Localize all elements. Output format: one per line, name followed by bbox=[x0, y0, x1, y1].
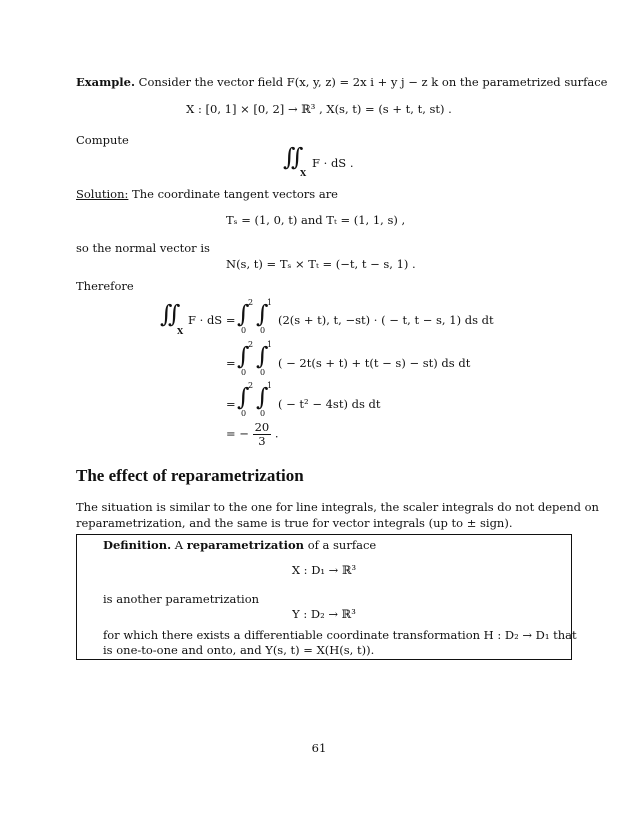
normal-intro: so the normal vector is bbox=[76, 241, 210, 255]
page-number: 61 bbox=[311, 741, 327, 755]
outer-lower-limit-3: 0 bbox=[241, 409, 247, 418]
example-text: Consider the vector field F(x, y, z) = 2x i + y j − z k on the parametrized surface bbox=[138, 75, 608, 89]
solution-label: Solution: bbox=[76, 187, 129, 201]
definition-label: Definition. bbox=[103, 538, 172, 552]
inner-integral-sign-1: ∫ bbox=[256, 300, 269, 328]
derivation-line-1: (2(s + t), t, −st) · ( − t, t − s, 1) ds dt bbox=[278, 313, 494, 327]
lhs-integral-subscript: X bbox=[177, 326, 184, 336]
outer-lower-limit-1: 0 bbox=[241, 326, 247, 335]
result-period: . bbox=[274, 426, 279, 441]
paragraph-line-1: The situation is similar to the one for line integrals, the scaler integrals do not depend on bbox=[76, 500, 599, 514]
result-numerator: 20 bbox=[254, 420, 270, 434]
solution-paragraph bbox=[76, 187, 338, 202]
definition-term: reparametrization bbox=[186, 538, 305, 552]
inner-upper-limit-1: 1 bbox=[267, 298, 273, 307]
definition-middle: is another parametrization bbox=[103, 592, 260, 606]
lhs-double-integral-sign: ∬ bbox=[160, 300, 181, 328]
inner-integral-sign-3: ∫ bbox=[256, 383, 269, 411]
definition-text-b: of a surface bbox=[307, 538, 377, 552]
lhs-integrand: F · dS = bbox=[188, 313, 236, 327]
result-line bbox=[226, 421, 279, 448]
compute-integral bbox=[283, 145, 303, 169]
outer-lower-limit-2: 0 bbox=[241, 368, 247, 377]
tangent-vectors-equation: Tₛ = (1, 0, t) and Tₜ = (1, 1, s) , bbox=[226, 213, 406, 227]
definition-equation-2: Y : D₂ → ℝ³ bbox=[292, 607, 356, 621]
result-equals-minus: = − bbox=[226, 426, 249, 441]
derivation-line-3: ( − t² − 4st) ds dt bbox=[278, 397, 381, 411]
therefore-label: Therefore bbox=[76, 279, 134, 293]
inner-upper-limit-3: 1 bbox=[267, 381, 273, 390]
equals-sign-2: = bbox=[226, 356, 236, 370]
inner-lower-limit-3: 0 bbox=[260, 409, 266, 418]
outer-upper-limit-3: 2 bbox=[248, 381, 254, 390]
paragraph-line-2: reparametrization, and the same is true for vector integrals (up to ± sign). bbox=[76, 516, 513, 530]
example-paragraph bbox=[76, 75, 608, 90]
inner-lower-limit-1: 0 bbox=[260, 326, 266, 335]
outer-integral-sign-1: ∫ bbox=[237, 300, 250, 328]
equals-sign-3: = bbox=[226, 397, 236, 411]
result-denominator: 3 bbox=[258, 434, 266, 448]
definition-text-a: A bbox=[174, 538, 184, 552]
definition-line-1 bbox=[103, 538, 376, 553]
outer-upper-limit-2: 2 bbox=[248, 340, 254, 349]
definition-line-3: for which there exists a differentiable coordinate transformation H : D₂ → D₁ that bbox=[103, 628, 577, 642]
compute-integrand: F · dS . bbox=[312, 156, 354, 170]
outer-upper-limit-1: 2 bbox=[248, 298, 254, 307]
inner-lower-limit-2: 0 bbox=[260, 368, 266, 377]
parametrization-equation: X : [0, 1] × [0, 2] → ℝ³ , X(s, t) = (s + t, t, st) . bbox=[186, 102, 452, 116]
double-integral-sign: ∬ bbox=[283, 143, 304, 171]
definition-equation-1: X : D₁ → ℝ³ bbox=[291, 563, 357, 577]
section-heading: The effect of reparametrization bbox=[76, 466, 304, 485]
derivation-line-2: ( − 2t(s + t) + t(t − s) − st) ds dt bbox=[278, 356, 471, 370]
compute-integral-subscript: X bbox=[300, 168, 307, 178]
inner-upper-limit-2: 1 bbox=[267, 340, 273, 349]
definition-box bbox=[76, 534, 577, 660]
normal-vector-equation: N(s, t) = Tₛ × Tₜ = (−t, t − s, 1) . bbox=[226, 257, 416, 271]
compute-label: Compute bbox=[76, 133, 129, 147]
example-label: Example. bbox=[76, 75, 135, 89]
definition-line-4: is one-to-one and onto, and Y(s, t) = X(H(s, t)). bbox=[103, 643, 375, 657]
result-fraction bbox=[253, 421, 272, 448]
inner-integral-sign-2: ∫ bbox=[256, 342, 269, 370]
outer-integral-sign-3: ∫ bbox=[237, 383, 250, 411]
solution-text: The coordinate tangent vectors are bbox=[132, 187, 338, 201]
outer-integral-sign-2: ∫ bbox=[237, 342, 250, 370]
